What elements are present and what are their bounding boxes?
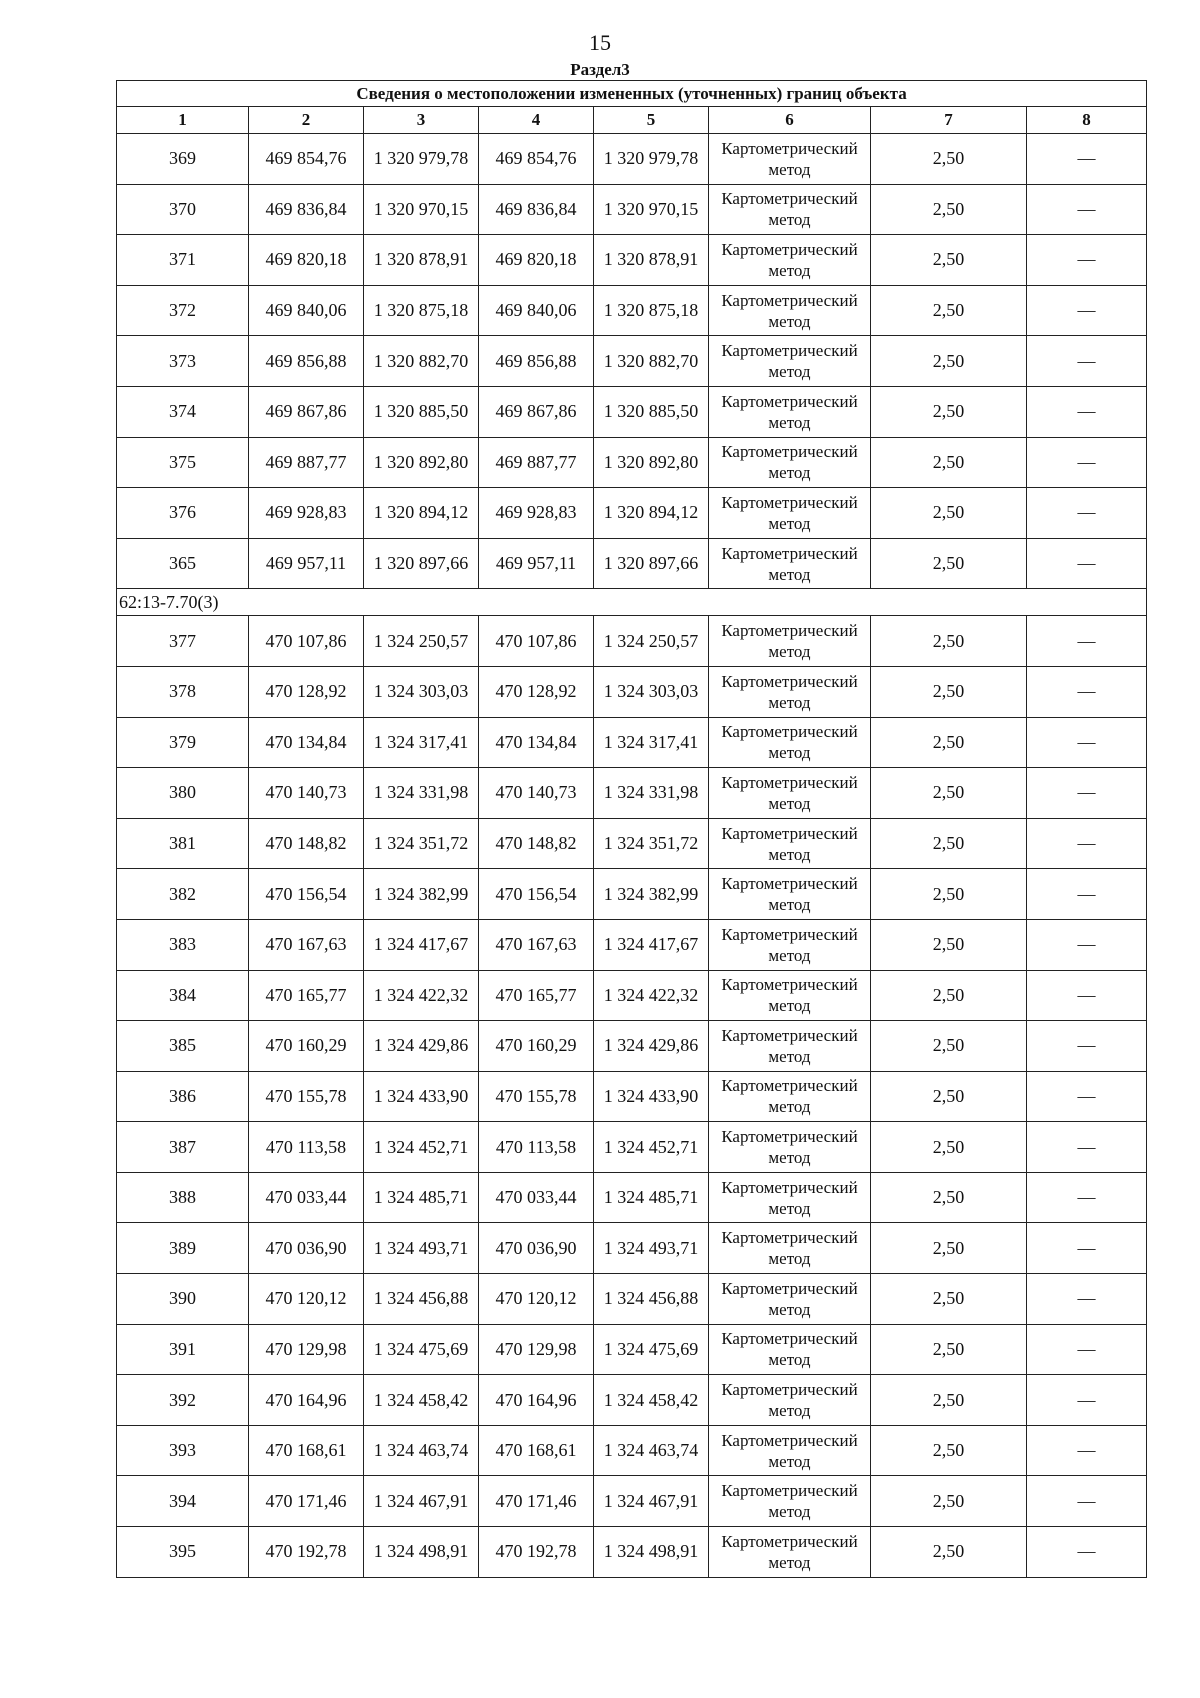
y-refined-cell: 1 324 351,72 — [594, 818, 709, 869]
y-refined-cell: 1 320 970,15 — [594, 184, 709, 235]
x-refined-cell: 470 036,90 — [479, 1223, 594, 1274]
point-number-cell: 392 — [117, 1375, 249, 1426]
point-number-cell: 390 — [117, 1274, 249, 1325]
point-number-cell: 391 — [117, 1324, 249, 1375]
x-existing-cell: 470 036,90 — [249, 1223, 364, 1274]
table-header-row — [117, 107, 1147, 134]
x-existing-cell: 469 854,76 — [249, 134, 364, 185]
description-cell: — — [1027, 437, 1147, 488]
y-existing-cell: 1 324 452,71 — [364, 1122, 479, 1173]
y-existing-cell: 1 320 885,50 — [364, 386, 479, 437]
x-existing-cell: 470 165,77 — [249, 970, 364, 1021]
y-refined-cell: 1 324 458,42 — [594, 1375, 709, 1426]
description-cell: — — [1027, 1122, 1147, 1173]
y-refined-cell: 1 324 429,86 — [594, 1021, 709, 1072]
x-refined-cell: 469 854,76 — [479, 134, 594, 185]
x-existing-cell: 470 120,12 — [249, 1274, 364, 1325]
x-refined-cell: 470 164,96 — [479, 1375, 594, 1426]
point-number-cell: 370 — [117, 184, 249, 235]
y-refined-cell: 1 324 463,74 — [594, 1425, 709, 1476]
y-refined-cell: 1 324 467,91 — [594, 1476, 709, 1527]
description-cell: — — [1027, 285, 1147, 336]
table-row — [117, 1375, 1147, 1426]
x-refined-cell: 469 928,83 — [479, 488, 594, 539]
point-number-cell: 387 — [117, 1122, 249, 1173]
x-refined-cell: 470 171,46 — [479, 1476, 594, 1527]
accuracy-cell: 2,50 — [871, 538, 1027, 589]
x-existing-cell: 470 107,86 — [249, 616, 364, 667]
table-row — [117, 285, 1147, 336]
column-header: 8 — [1027, 107, 1147, 134]
table-caption: Сведения о местоположении измененных (уточненных) границ объекта — [117, 81, 1147, 107]
method-cell: Картометрический метод — [709, 437, 871, 488]
table-row — [117, 1071, 1147, 1122]
description-cell: — — [1027, 184, 1147, 235]
x-existing-cell: 470 171,46 — [249, 1476, 364, 1527]
table-row — [117, 919, 1147, 970]
method-cell: Картометрический метод — [709, 538, 871, 589]
table-row — [117, 717, 1147, 768]
point-number-cell: 380 — [117, 768, 249, 819]
x-existing-cell: 470 140,73 — [249, 768, 364, 819]
y-refined-cell: 1 324 475,69 — [594, 1324, 709, 1375]
x-refined-cell: 470 156,54 — [479, 869, 594, 920]
accuracy-cell: 2,50 — [871, 616, 1027, 667]
method-cell: Картометрический метод — [709, 970, 871, 1021]
x-refined-cell: 469 867,86 — [479, 386, 594, 437]
y-refined-cell: 1 324 382,99 — [594, 869, 709, 920]
description-cell: — — [1027, 1071, 1147, 1122]
description-cell: — — [1027, 1274, 1147, 1325]
accuracy-cell: 2,50 — [871, 336, 1027, 387]
x-existing-cell: 470 128,92 — [249, 666, 364, 717]
point-number-cell: 382 — [117, 869, 249, 920]
y-existing-cell: 1 324 467,91 — [364, 1476, 479, 1527]
x-refined-cell: 470 120,12 — [479, 1274, 594, 1325]
table-row — [117, 488, 1147, 539]
y-existing-cell: 1 320 979,78 — [364, 134, 479, 185]
method-cell: Картометрический метод — [709, 1425, 871, 1476]
description-cell: — — [1027, 970, 1147, 1021]
point-number-cell: 376 — [117, 488, 249, 539]
page-number: 15 — [589, 30, 611, 55]
description-cell: — — [1027, 768, 1147, 819]
point-number-cell: 377 — [117, 616, 249, 667]
coordinates-table — [116, 80, 1147, 1578]
y-refined-cell: 1 324 433,90 — [594, 1071, 709, 1122]
table-row — [117, 768, 1147, 819]
point-number-cell: 379 — [117, 717, 249, 768]
x-existing-cell: 469 856,88 — [249, 336, 364, 387]
x-existing-cell: 469 867,86 — [249, 386, 364, 437]
method-cell: Картометрический метод — [709, 235, 871, 286]
table-row — [117, 616, 1147, 667]
method-cell: Картометрический метод — [709, 1172, 871, 1223]
accuracy-cell: 2,50 — [871, 134, 1027, 185]
y-existing-cell: 1 324 422,32 — [364, 970, 479, 1021]
point-number-cell: 378 — [117, 666, 249, 717]
y-refined-cell: 1 324 456,88 — [594, 1274, 709, 1325]
y-existing-cell: 1 324 317,41 — [364, 717, 479, 768]
section-title: Раздел3 — [570, 60, 630, 79]
method-cell: Картометрический метод — [709, 768, 871, 819]
method-cell: Картометрический метод — [709, 869, 871, 920]
y-existing-cell: 1 324 463,74 — [364, 1425, 479, 1476]
accuracy-cell: 2,50 — [871, 1324, 1027, 1375]
group-header-row — [117, 589, 1147, 616]
x-refined-cell: 470 160,29 — [479, 1021, 594, 1072]
point-number-cell: 373 — [117, 336, 249, 387]
y-existing-cell: 1 320 882,70 — [364, 336, 479, 387]
y-refined-cell: 1 320 882,70 — [594, 336, 709, 387]
method-cell: Картометрический метод — [709, 285, 871, 336]
accuracy-cell: 2,50 — [871, 386, 1027, 437]
point-number-cell: 388 — [117, 1172, 249, 1223]
point-number-cell: 395 — [117, 1527, 249, 1578]
table-row — [117, 235, 1147, 286]
y-refined-cell: 1 324 303,03 — [594, 666, 709, 717]
accuracy-cell: 2,50 — [871, 235, 1027, 286]
table-row — [117, 336, 1147, 387]
x-refined-cell: 470 129,98 — [479, 1324, 594, 1375]
point-number-cell: 375 — [117, 437, 249, 488]
column-header: 2 — [249, 107, 364, 134]
x-existing-cell: 470 156,54 — [249, 869, 364, 920]
description-cell: — — [1027, 488, 1147, 539]
y-refined-cell: 1 324 422,32 — [594, 970, 709, 1021]
x-existing-cell: 469 928,83 — [249, 488, 364, 539]
table-row — [117, 1324, 1147, 1375]
point-number-cell: 365 — [117, 538, 249, 589]
point-number-cell: 371 — [117, 235, 249, 286]
accuracy-cell: 2,50 — [871, 184, 1027, 235]
y-existing-cell: 1 324 382,99 — [364, 869, 479, 920]
table-row — [117, 1527, 1147, 1578]
description-cell: — — [1027, 616, 1147, 667]
point-number-cell: 384 — [117, 970, 249, 1021]
point-number-cell: 383 — [117, 919, 249, 970]
y-refined-cell: 1 324 498,91 — [594, 1527, 709, 1578]
accuracy-cell: 2,50 — [871, 488, 1027, 539]
x-existing-cell: 469 836,84 — [249, 184, 364, 235]
accuracy-cell: 2,50 — [871, 666, 1027, 717]
description-cell: — — [1027, 336, 1147, 387]
method-cell: Картометрический метод — [709, 1274, 871, 1325]
column-header: 3 — [364, 107, 479, 134]
x-existing-cell: 470 160,29 — [249, 1021, 364, 1072]
y-existing-cell: 1 324 498,91 — [364, 1527, 479, 1578]
y-refined-cell: 1 324 493,71 — [594, 1223, 709, 1274]
x-refined-cell: 470 107,86 — [479, 616, 594, 667]
method-cell: Картометрический метод — [709, 184, 871, 235]
method-cell: Картометрический метод — [709, 1223, 871, 1274]
accuracy-cell: 2,50 — [871, 1071, 1027, 1122]
x-refined-cell: 469 840,06 — [479, 285, 594, 336]
table-row — [117, 1476, 1147, 1527]
point-number-cell: 394 — [117, 1476, 249, 1527]
method-cell: Картометрический метод — [709, 1122, 871, 1173]
accuracy-cell: 2,50 — [871, 1274, 1027, 1325]
accuracy-cell: 2,50 — [871, 1375, 1027, 1426]
method-cell: Картометрический метод — [709, 1527, 871, 1578]
description-cell: — — [1027, 235, 1147, 286]
accuracy-cell: 2,50 — [871, 1021, 1027, 1072]
x-existing-cell: 470 129,98 — [249, 1324, 364, 1375]
accuracy-cell: 2,50 — [871, 818, 1027, 869]
method-cell: Картометрический метод — [709, 717, 871, 768]
x-refined-cell: 469 836,84 — [479, 184, 594, 235]
y-existing-cell: 1 324 433,90 — [364, 1071, 479, 1122]
method-cell: Картометрический метод — [709, 134, 871, 185]
table-caption-row — [117, 81, 1147, 107]
y-existing-cell: 1 320 875,18 — [364, 285, 479, 336]
method-cell: Картометрический метод — [709, 336, 871, 387]
x-existing-cell: 470 148,82 — [249, 818, 364, 869]
method-cell: Картометрический метод — [709, 386, 871, 437]
method-cell: Картометрический метод — [709, 1476, 871, 1527]
y-refined-cell: 1 320 885,50 — [594, 386, 709, 437]
column-header: 6 — [709, 107, 871, 134]
y-existing-cell: 1 320 878,91 — [364, 235, 479, 286]
x-refined-cell: 469 887,77 — [479, 437, 594, 488]
y-refined-cell: 1 320 894,12 — [594, 488, 709, 539]
table-row — [117, 1122, 1147, 1173]
y-existing-cell: 1 324 458,42 — [364, 1375, 479, 1426]
method-cell: Картометрический метод — [709, 488, 871, 539]
y-existing-cell: 1 320 897,66 — [364, 538, 479, 589]
accuracy-cell: 2,50 — [871, 1172, 1027, 1223]
description-cell: — — [1027, 666, 1147, 717]
description-cell: — — [1027, 1223, 1147, 1274]
x-refined-cell: 470 134,84 — [479, 717, 594, 768]
y-existing-cell: 1 324 429,86 — [364, 1021, 479, 1072]
y-existing-cell: 1 324 331,98 — [364, 768, 479, 819]
x-existing-cell: 470 134,84 — [249, 717, 364, 768]
table-row — [117, 1021, 1147, 1072]
accuracy-cell: 2,50 — [871, 768, 1027, 819]
table-row — [117, 437, 1147, 488]
description-cell: — — [1027, 1375, 1147, 1426]
x-refined-cell: 470 148,82 — [479, 818, 594, 869]
x-refined-cell: 470 167,63 — [479, 919, 594, 970]
description-cell: — — [1027, 717, 1147, 768]
column-header: 4 — [479, 107, 594, 134]
accuracy-cell: 2,50 — [871, 869, 1027, 920]
accuracy-cell: 2,50 — [871, 919, 1027, 970]
table-row — [117, 1172, 1147, 1223]
accuracy-cell: 2,50 — [871, 437, 1027, 488]
description-cell: — — [1027, 1425, 1147, 1476]
accuracy-cell: 2,50 — [871, 285, 1027, 336]
y-refined-cell: 1 324 452,71 — [594, 1122, 709, 1173]
point-number-cell: 386 — [117, 1071, 249, 1122]
x-refined-cell: 470 113,58 — [479, 1122, 594, 1173]
y-existing-cell: 1 324 456,88 — [364, 1274, 479, 1325]
x-existing-cell: 470 113,58 — [249, 1122, 364, 1173]
x-existing-cell: 469 887,77 — [249, 437, 364, 488]
accuracy-cell: 2,50 — [871, 1122, 1027, 1173]
x-existing-cell: 469 840,06 — [249, 285, 364, 336]
x-existing-cell: 470 033,44 — [249, 1172, 364, 1223]
table-row — [117, 386, 1147, 437]
point-number-cell: 385 — [117, 1021, 249, 1072]
accuracy-cell: 2,50 — [871, 1425, 1027, 1476]
column-header: 5 — [594, 107, 709, 134]
x-existing-cell: 470 168,61 — [249, 1425, 364, 1476]
y-existing-cell: 1 324 303,03 — [364, 666, 479, 717]
description-cell: — — [1027, 1021, 1147, 1072]
table-row — [117, 869, 1147, 920]
point-number-cell: 393 — [117, 1425, 249, 1476]
y-refined-cell: 1 320 892,80 — [594, 437, 709, 488]
table-row — [117, 1274, 1147, 1325]
y-existing-cell: 1 320 970,15 — [364, 184, 479, 235]
accuracy-cell: 2,50 — [871, 970, 1027, 1021]
x-existing-cell: 470 164,96 — [249, 1375, 364, 1426]
description-cell: — — [1027, 869, 1147, 920]
y-refined-cell: 1 320 897,66 — [594, 538, 709, 589]
x-existing-cell: 469 957,11 — [249, 538, 364, 589]
y-refined-cell: 1 324 317,41 — [594, 717, 709, 768]
accuracy-cell: 2,50 — [871, 1223, 1027, 1274]
method-cell: Картометрический метод — [709, 919, 871, 970]
x-refined-cell: 470 140,73 — [479, 768, 594, 819]
y-existing-cell: 1 324 493,71 — [364, 1223, 479, 1274]
table-row — [117, 1223, 1147, 1274]
description-cell: — — [1027, 134, 1147, 185]
table-row — [117, 184, 1147, 235]
table-row — [117, 818, 1147, 869]
x-existing-cell: 470 167,63 — [249, 919, 364, 970]
x-refined-cell: 470 128,92 — [479, 666, 594, 717]
y-refined-cell: 1 320 979,78 — [594, 134, 709, 185]
method-cell: Картометрический метод — [709, 818, 871, 869]
y-existing-cell: 1 324 351,72 — [364, 818, 479, 869]
y-existing-cell: 1 320 892,80 — [364, 437, 479, 488]
x-refined-cell: 470 165,77 — [479, 970, 594, 1021]
method-cell: Картометрический метод — [709, 666, 871, 717]
description-cell: — — [1027, 538, 1147, 589]
column-header: 7 — [871, 107, 1027, 134]
x-refined-cell: 470 192,78 — [479, 1527, 594, 1578]
description-cell: — — [1027, 386, 1147, 437]
x-existing-cell: 470 155,78 — [249, 1071, 364, 1122]
x-refined-cell: 470 168,61 — [479, 1425, 594, 1476]
x-refined-cell: 470 155,78 — [479, 1071, 594, 1122]
y-existing-cell: 1 324 475,69 — [364, 1324, 479, 1375]
y-existing-cell: 1 324 485,71 — [364, 1172, 479, 1223]
x-refined-cell: 469 856,88 — [479, 336, 594, 387]
y-refined-cell: 1 324 331,98 — [594, 768, 709, 819]
method-cell: Картометрический метод — [709, 1021, 871, 1072]
group-label: 62:13-7.70(3) — [117, 589, 1147, 616]
point-number-cell: 374 — [117, 386, 249, 437]
description-cell: — — [1027, 919, 1147, 970]
column-header: 1 — [117, 107, 249, 134]
table-row — [117, 666, 1147, 717]
table-row — [117, 538, 1147, 589]
x-refined-cell: 469 820,18 — [479, 235, 594, 286]
y-refined-cell: 1 320 878,91 — [594, 235, 709, 286]
point-number-cell: 381 — [117, 818, 249, 869]
method-cell: Картометрический метод — [709, 1324, 871, 1375]
table-row — [117, 1425, 1147, 1476]
y-refined-cell: 1 324 417,67 — [594, 919, 709, 970]
method-cell: Картометрический метод — [709, 616, 871, 667]
y-refined-cell: 1 320 875,18 — [594, 285, 709, 336]
accuracy-cell: 2,50 — [871, 1527, 1027, 1578]
x-refined-cell: 469 957,11 — [479, 538, 594, 589]
x-refined-cell: 470 033,44 — [479, 1172, 594, 1223]
point-number-cell: 369 — [117, 134, 249, 185]
point-number-cell: 372 — [117, 285, 249, 336]
y-existing-cell: 1 320 894,12 — [364, 488, 479, 539]
description-cell: — — [1027, 1527, 1147, 1578]
description-cell: — — [1027, 818, 1147, 869]
x-existing-cell: 470 192,78 — [249, 1527, 364, 1578]
table-row — [117, 134, 1147, 185]
description-cell: — — [1027, 1324, 1147, 1375]
point-number-cell: 389 — [117, 1223, 249, 1274]
description-cell: — — [1027, 1476, 1147, 1527]
table-row — [117, 970, 1147, 1021]
y-existing-cell: 1 324 417,67 — [364, 919, 479, 970]
y-refined-cell: 1 324 250,57 — [594, 616, 709, 667]
y-existing-cell: 1 324 250,57 — [364, 616, 479, 667]
y-refined-cell: 1 324 485,71 — [594, 1172, 709, 1223]
method-cell: Картометрический метод — [709, 1375, 871, 1426]
description-cell: — — [1027, 1172, 1147, 1223]
accuracy-cell: 2,50 — [871, 717, 1027, 768]
method-cell: Картометрический метод — [709, 1071, 871, 1122]
accuracy-cell: 2,50 — [871, 1476, 1027, 1527]
x-existing-cell: 469 820,18 — [249, 235, 364, 286]
